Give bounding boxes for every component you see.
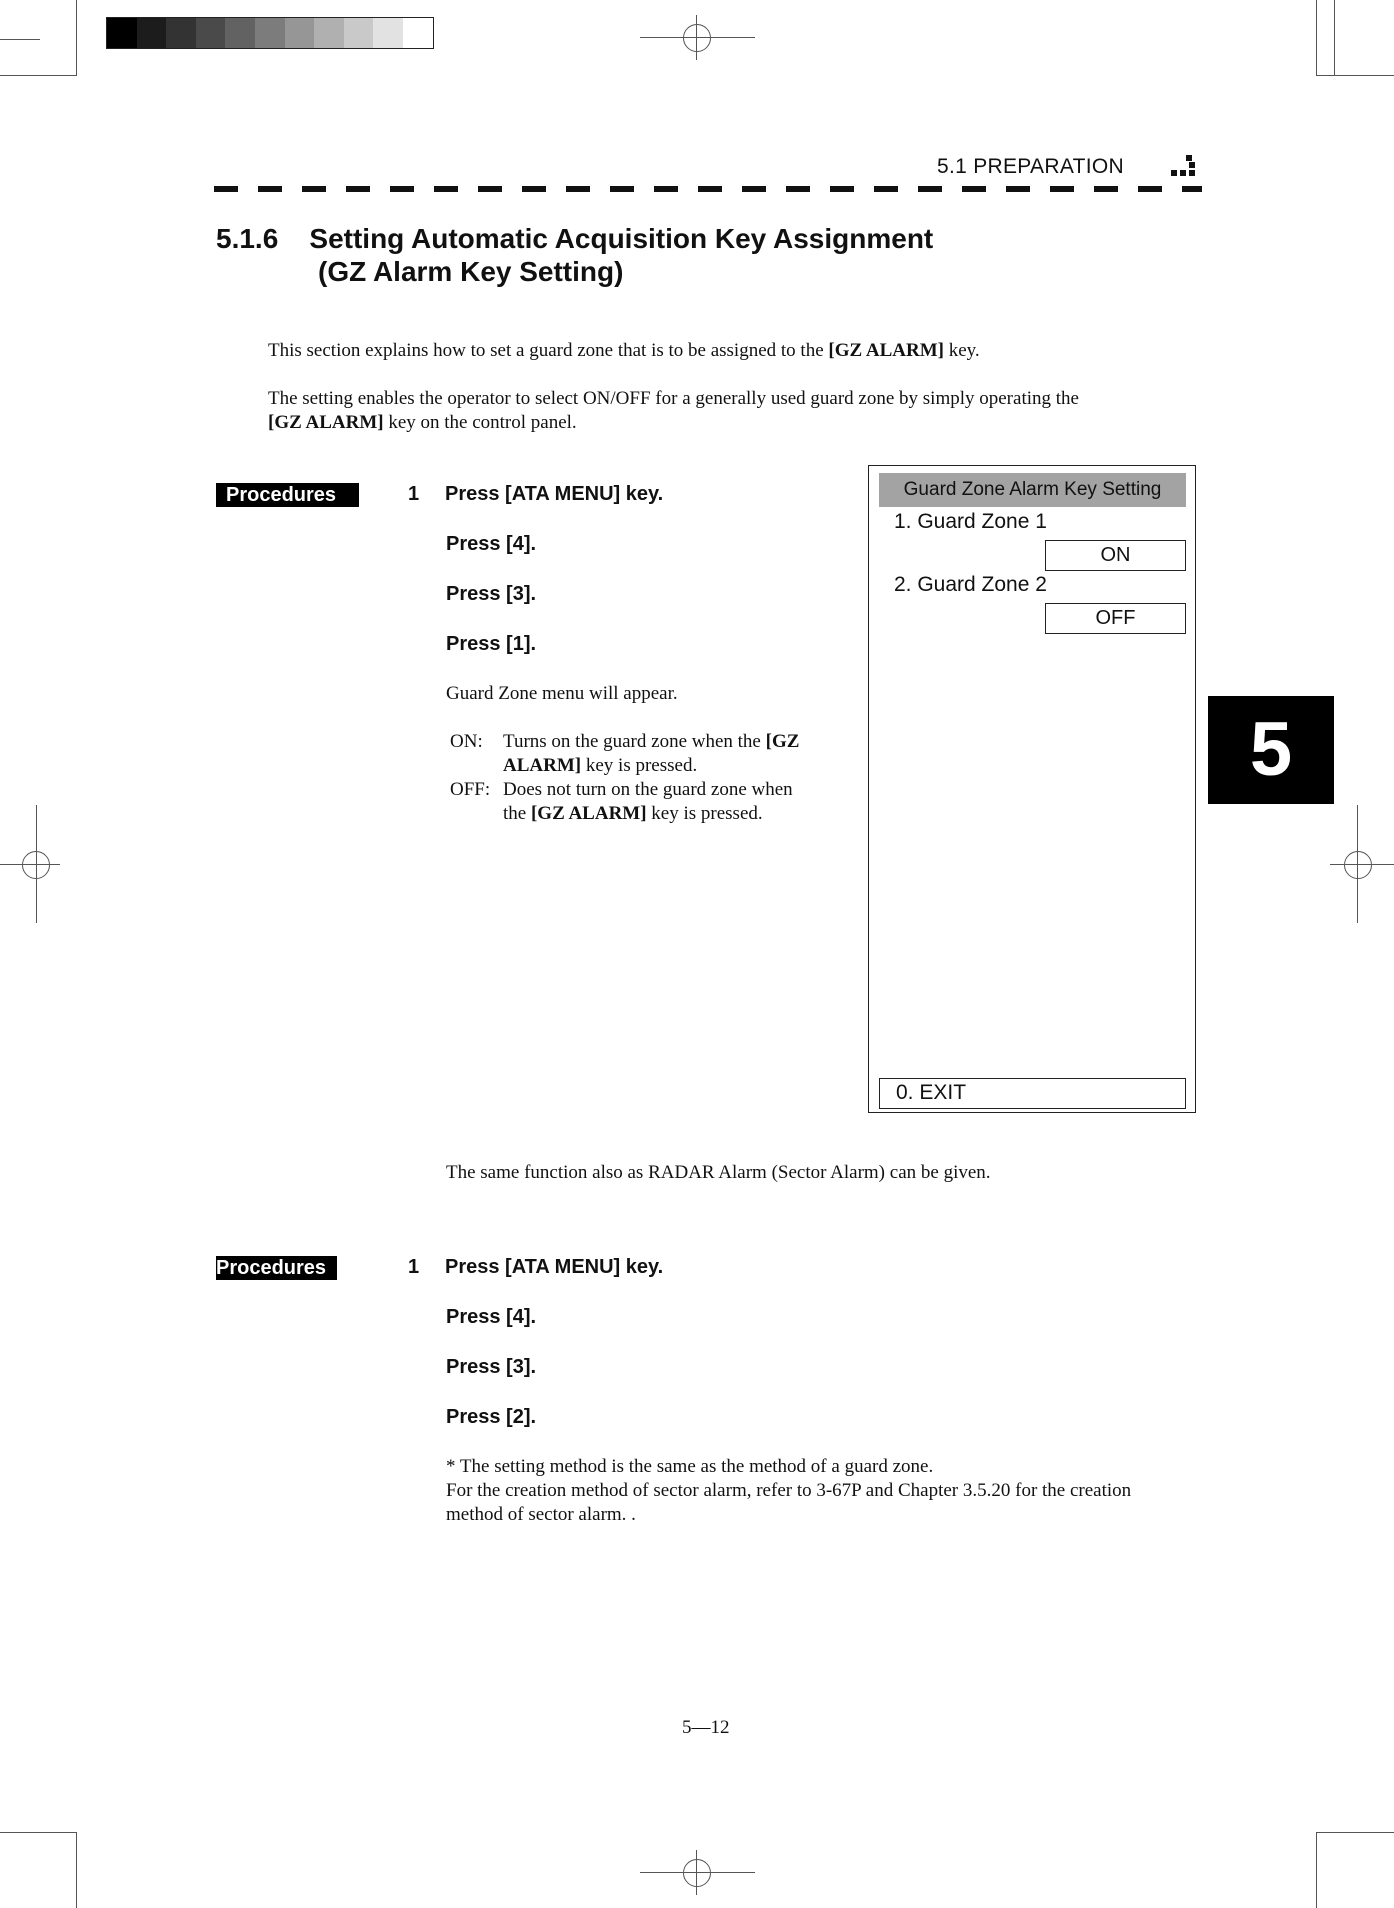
procedure-2-notes: * The setting method is the same as the method of a guard zone. For the creation method of sector alarm, refer to 3-67P and Chapter 3.5.20 for the creation method of sector alarm. .	[446, 1456, 1132, 1525]
off-description: Does not turn on the guard zone when the [GZ ALARM] key is pressed.	[503, 779, 793, 824]
step-press-2-2: Press [2].	[446, 1406, 537, 1428]
section-number: 5.1.6	[216, 223, 279, 254]
step-press-3-2: Press [3].	[446, 1356, 537, 1378]
intro-paragraph-1: This section explains how to set a guard zone that is to be assigned to the [GZ ALARM] key.	[268, 340, 980, 361]
step-press-4-2: Press [4].	[446, 1306, 537, 1328]
page-number: 5—12	[682, 1717, 730, 1738]
menu-title: Guard Zone Alarm Key Setting	[879, 473, 1186, 507]
header-dashed-rule	[214, 186, 1202, 192]
section-title-line2: (GZ Alarm Key Setting)	[318, 256, 624, 287]
on-label: ON:	[450, 731, 483, 752]
guard-zone-2-value[interactable]: OFF	[1045, 603, 1186, 634]
dots-icon	[1168, 152, 1198, 182]
step-press-3: Press [3].	[446, 583, 537, 605]
step-number-2: 1	[408, 1256, 420, 1278]
intro-paragraph-2: The setting enables the operator to select ON/OFF for a generally used guard zone by simply operating the [GZ ALARM] key on the control panel.	[268, 388, 1079, 433]
section-title-line1: Setting Automatic Acquisition Key Assignment	[309, 223, 934, 254]
step-press-4: Press [4].	[446, 533, 537, 555]
procedure-note: Guard Zone menu will appear.	[446, 683, 678, 704]
on-description: Turns on the guard zone when the [GZ ALARM] key is pressed.	[503, 731, 800, 776]
procedures-badge-2: Procedures	[216, 1256, 337, 1280]
section-title	[216, 222, 933, 255]
grayscale-calibration-bar	[106, 17, 434, 49]
step-number: 1	[408, 483, 420, 505]
menu-exit[interactable]: 0. EXIT	[879, 1078, 1186, 1109]
menu-item-guard-zone-1[interactable]: 1. Guard Zone 1	[894, 510, 1047, 533]
menu-item-guard-zone-2[interactable]: 2. Guard Zone 2	[894, 573, 1047, 596]
step-ata-menu: Press [ATA MENU] key.	[445, 483, 664, 505]
guard-zone-1-value[interactable]: ON	[1045, 540, 1186, 571]
step-press-1: Press [1].	[446, 633, 537, 655]
off-label: OFF:	[450, 779, 491, 800]
running-header: 5.1 PREPARATION	[937, 155, 1124, 178]
step-ata-menu-2: Press [ATA MENU] key.	[445, 1256, 664, 1278]
chapter-tab: 5	[1208, 696, 1334, 804]
sector-alarm-note: The same function also as RADAR Alarm (Sector Alarm) can be given.	[446, 1162, 991, 1183]
procedures-badge: Procedures	[216, 483, 359, 507]
